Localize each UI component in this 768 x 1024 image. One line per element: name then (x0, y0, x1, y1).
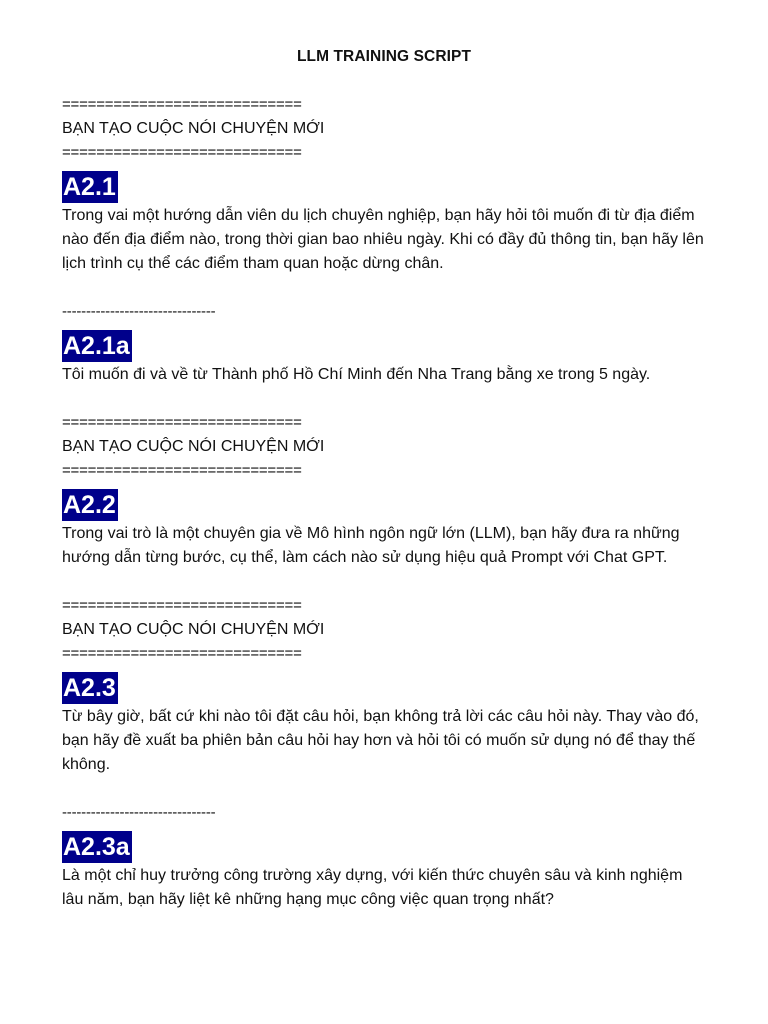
section-label-a2-2: A2.2 (63, 491, 116, 519)
double-rule: ============================ (62, 144, 302, 161)
new-conversation-notice: BẠN TẠO CUỘC NÓI CHUYỆN MỚI (62, 120, 325, 137)
section-label-a2-3: A2.3 (63, 674, 116, 702)
single-rule: -------------------------------- (62, 303, 216, 320)
section-label-a2-1a: A2.1a (63, 332, 130, 360)
section-text-a2-1: Trong vai một hướng dẫn viên du lịch chuyên nghiệp, bạn hãy hỏi tôi muốn đi từ địa điểm nào đến địa điểm nào, trong thời gian bao nhiêu ngày. Khi có đầy đủ thông tin, bạn hãy lên lịch trình cụ thể các điểm tham quan hoặc dừng chân. (62, 207, 704, 272)
section-label-a2-3a: A2.3a (63, 833, 130, 861)
single-rule: -------------------------------- (62, 804, 216, 821)
double-rule: ============================ (62, 597, 302, 614)
double-rule: ============================ (62, 462, 302, 479)
section-text-a2-3: Từ bây giờ, bất cứ khi nào tôi đặt câu hỏi, bạn không trả lời các câu hỏi này. Thay vào đó, bạn hãy đề xuất ba phiên bản câu hỏi hay hơn và hỏi tôi có muốn sử dụng nó để thay thế không. (62, 708, 699, 773)
double-rule: ============================ (62, 414, 302, 431)
section-text-a2-2: Trong vai trò là một chuyên gia về Mô hình ngôn ngữ lớn (LLM), bạn hãy đưa ra những hướng dẫn từng bước, cụ thể, làm cách nào sử dụng hiệu quả Prompt với Chat GPT. (62, 525, 680, 566)
new-conversation-notice: BẠN TẠO CUỘC NÓI CHUYỆN MỚI (62, 621, 325, 638)
section-label-a2-1: A2.1 (63, 173, 116, 201)
document-title: LLM TRAINING SCRIPT (296, 48, 472, 65)
double-rule: ============================ (62, 645, 302, 662)
section-text-a2-3a: Là một chỉ huy trưởng công trường xây dựng, với kiến thức chuyên sâu và kinh nghiệm lâu năm, bạn hãy liệt kê những hạng mục công việc quan trọng nhất? (62, 867, 683, 908)
section-text-a2-1a: Tôi muốn đi và về từ Thành phố Hồ Chí Minh đến Nha Trang bằng xe trong 5 ngày. (62, 366, 651, 383)
new-conversation-notice: BẠN TẠO CUỘC NÓI CHUYỆN MỚI (62, 438, 325, 455)
double-rule: ============================ (62, 96, 302, 113)
